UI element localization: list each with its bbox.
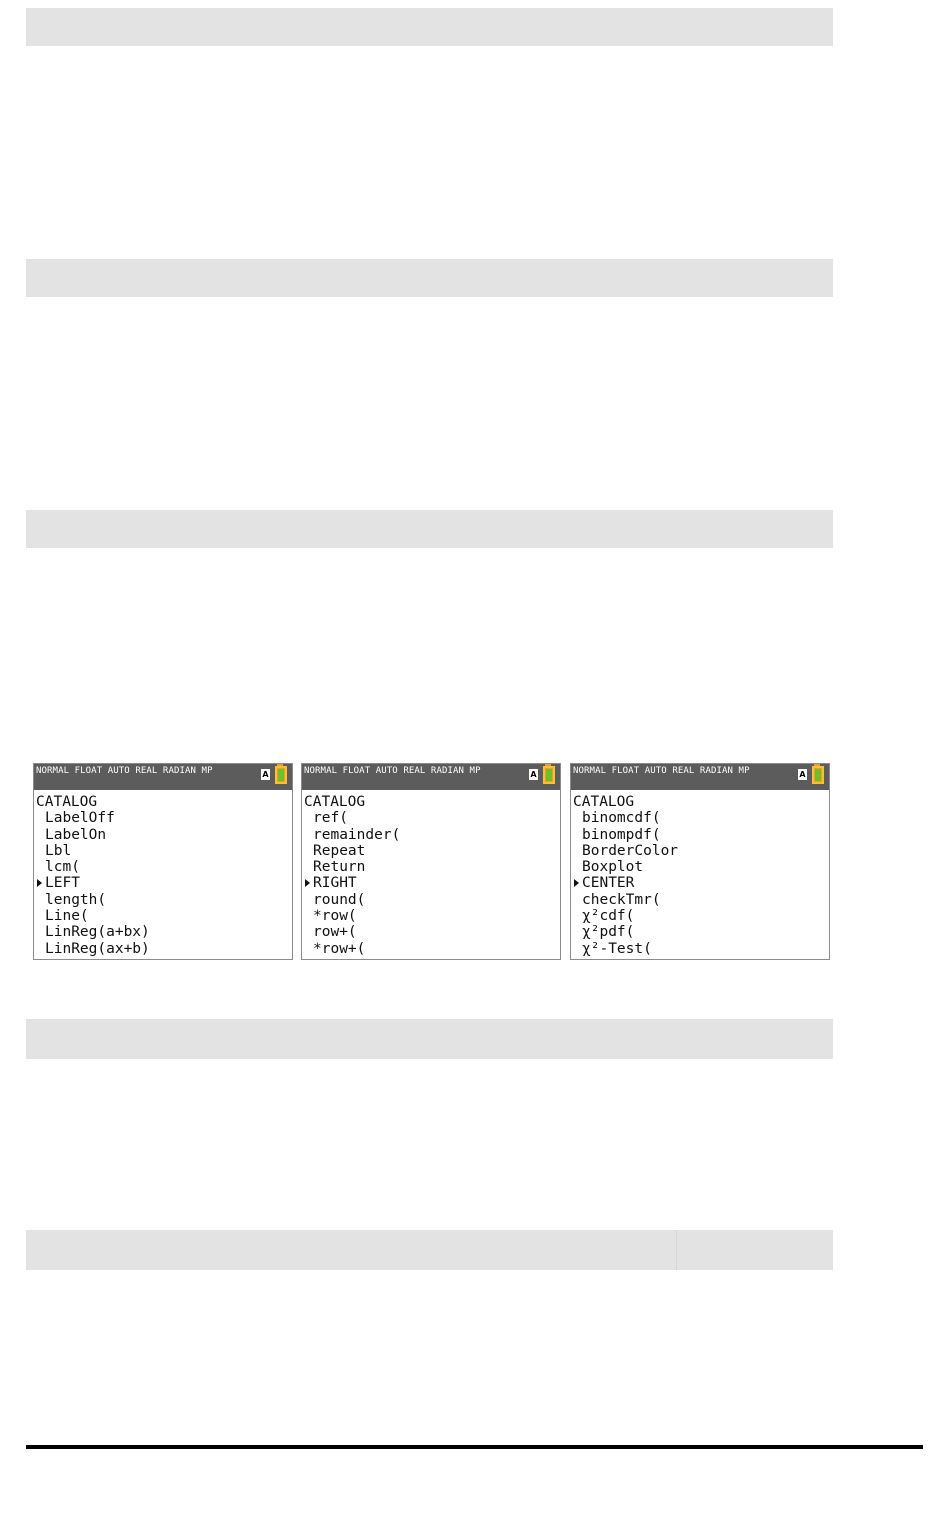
battery-icon xyxy=(275,766,287,784)
catalog-item[interactable]: binompdf( xyxy=(582,826,661,843)
status-text: NORMAL FLOAT AUTO REAL RADIAN MP xyxy=(36,766,213,776)
table-header-band-3 xyxy=(26,510,833,548)
alpha-indicator-icon: A xyxy=(799,770,806,779)
catalog-item[interactable]: LabelOff xyxy=(45,810,115,827)
catalog-item[interactable]: round( xyxy=(313,891,366,908)
selection-pointer-icon xyxy=(305,879,310,887)
catalog-item[interactable]: row+( xyxy=(313,924,357,941)
catalog-item[interactable]: LinReg(a+bx) xyxy=(45,924,150,941)
catalog-item[interactable]: remainder( xyxy=(313,826,401,843)
catalog-title: CATALOG xyxy=(304,794,366,810)
catalog-item[interactable]: checkTmr( xyxy=(582,891,661,908)
table-header-band-1 xyxy=(26,8,833,46)
catalog-menu xyxy=(36,794,150,957)
catalog-item[interactable]: *row+( xyxy=(313,940,366,957)
catalog-item[interactable]: ref( xyxy=(313,810,348,827)
footer-rule xyxy=(26,1445,923,1449)
alpha-indicator-icon: A xyxy=(262,770,269,779)
catalog-menu xyxy=(304,794,400,957)
battery-icon xyxy=(543,766,555,784)
battery-icon xyxy=(812,766,824,784)
catalog-item[interactable]: χ²-Test( xyxy=(582,940,652,957)
catalog-item-selected[interactable]: CENTER xyxy=(573,875,678,891)
catalog-item[interactable]: Return xyxy=(313,859,366,876)
status-text: NORMAL FLOAT AUTO REAL RADIAN MP xyxy=(573,766,750,776)
catalog-item[interactable]: LinReg(ax+b) xyxy=(45,940,150,957)
catalog-item[interactable]: Lbl xyxy=(45,842,72,859)
alpha-indicator-icon: A xyxy=(530,770,537,779)
status-bar xyxy=(571,764,829,790)
catalog-title: CATALOG xyxy=(36,794,98,810)
catalog-item-selected[interactable]: RIGHT xyxy=(304,875,400,891)
catalog-item[interactable]: length( xyxy=(45,891,107,908)
selection-pointer-icon xyxy=(37,879,42,887)
status-bar xyxy=(34,764,292,790)
catalog-item-selected[interactable]: LEFT xyxy=(36,875,150,891)
table-header-band-2 xyxy=(26,259,833,297)
selection-pointer-icon xyxy=(574,879,579,887)
catalog-item[interactable]: BorderColor xyxy=(582,842,679,859)
calculator-screen-left xyxy=(33,763,293,960)
catalog-item[interactable]: χ²pdf( xyxy=(582,924,635,941)
catalog-item[interactable]: Repeat xyxy=(313,842,366,859)
calculator-screen-right xyxy=(570,763,830,960)
band-divider xyxy=(676,1230,677,1270)
catalog-item[interactable]: binomcdf( xyxy=(582,810,661,827)
status-text: NORMAL FLOAT AUTO REAL RADIAN MP xyxy=(304,766,481,776)
catalog-title: CATALOG xyxy=(573,794,635,810)
catalog-menu xyxy=(573,794,678,957)
catalog-item[interactable]: Boxplot xyxy=(582,859,644,876)
status-bar xyxy=(302,764,560,790)
table-header-band-5 xyxy=(26,1230,833,1270)
calculator-screen-middle xyxy=(301,763,561,960)
catalog-item[interactable]: Line( xyxy=(45,908,89,925)
table-header-band-4 xyxy=(26,1019,833,1059)
catalog-item[interactable]: LabelOn xyxy=(45,826,107,843)
catalog-item[interactable]: lcm( xyxy=(45,859,80,876)
catalog-item[interactable]: χ²cdf( xyxy=(582,908,635,925)
catalog-item[interactable]: *row( xyxy=(313,908,357,925)
